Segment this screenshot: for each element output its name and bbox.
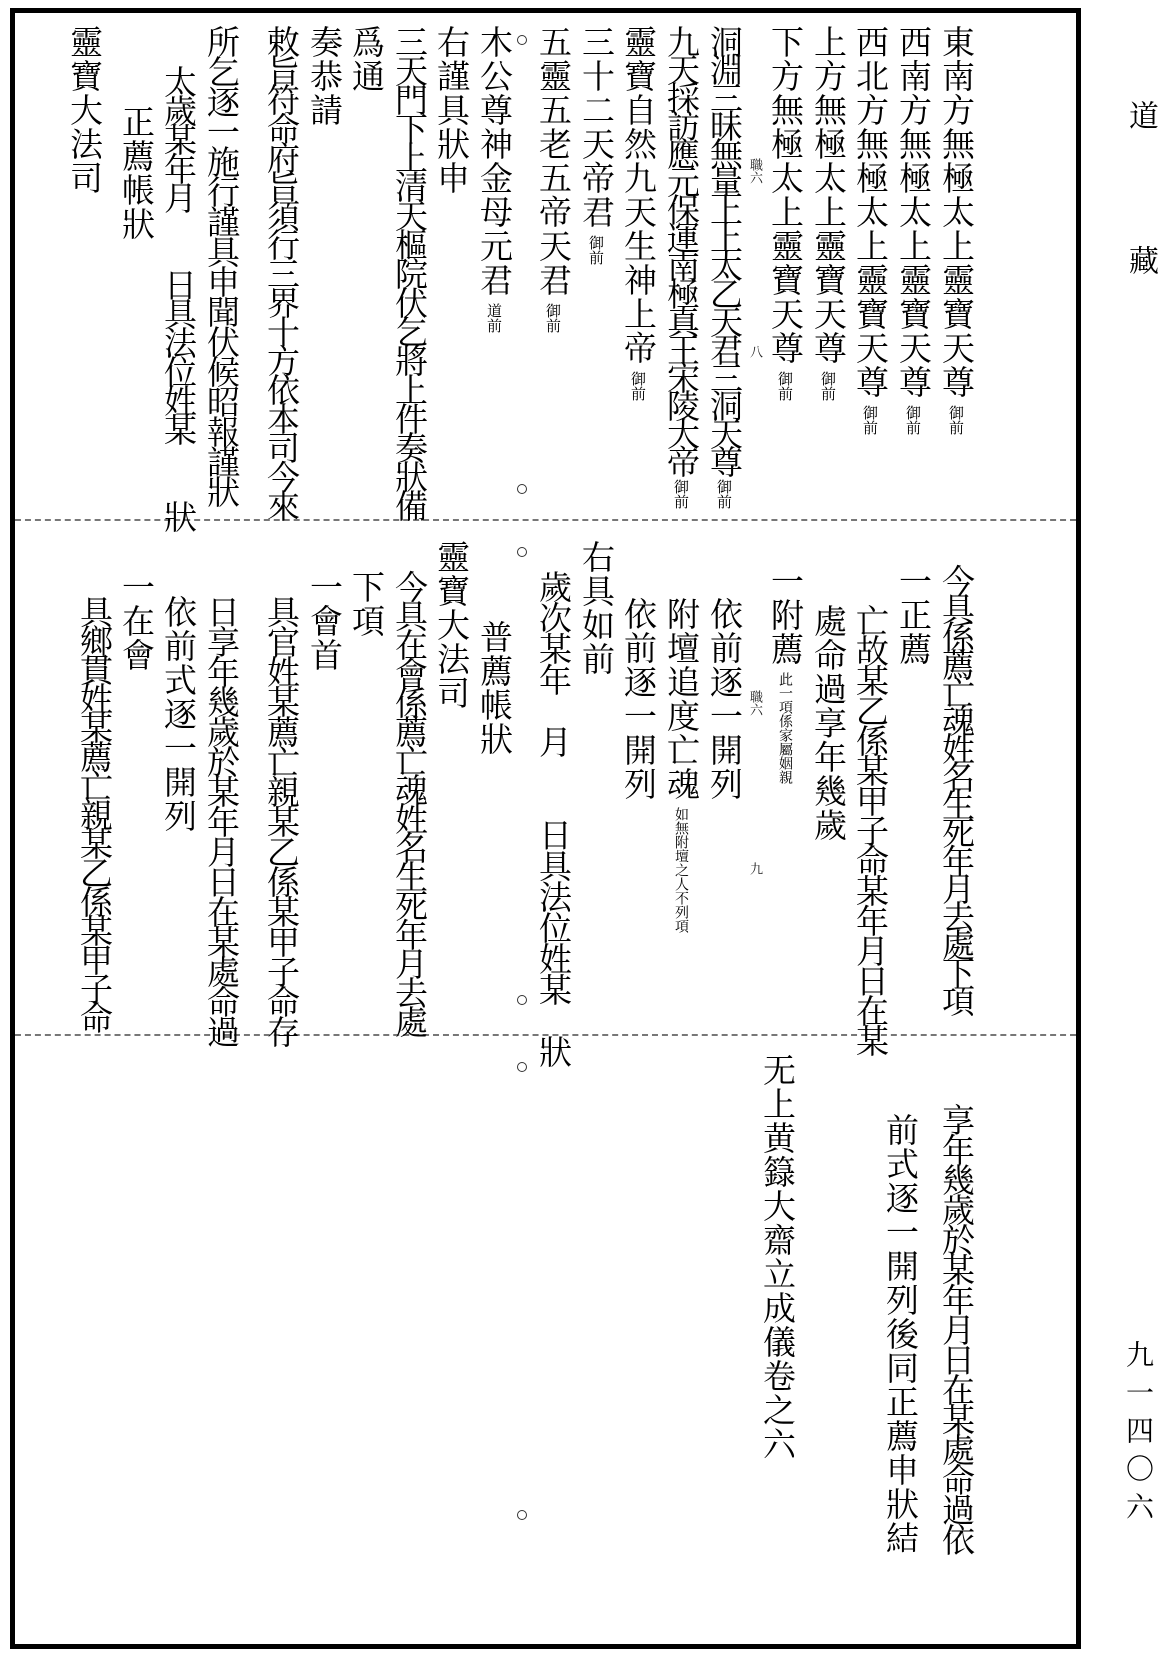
text-column: 上方無極太上靈寶天尊御前 <box>809 25 848 401</box>
text-column: 具鄉貫姓某薦亡親某乙係某甲子命 <box>75 595 114 1030</box>
binding-hole <box>517 547 527 557</box>
page-number: 九一四〇六 <box>1122 1340 1155 1530</box>
text-column: 東南方無極太上靈寶天尊御前 <box>937 25 976 435</box>
text-column: 今具在會係薦亡魂姓名生死年月去處 <box>390 570 429 1034</box>
text-column: 太歲某年月 日具法位姓某 狀 <box>159 65 198 529</box>
text-column: 所乞逐一施行謹具申聞伏候昭報謹狀 <box>202 25 241 505</box>
text-column: 前式逐一開列後同正薦申狀結 <box>881 1113 920 1555</box>
text-column: 歲次某年 月 日具法位姓某 狀 <box>534 570 573 1066</box>
volume-char-2: 藏 <box>1123 245 1158 279</box>
document-title: 无上黄籙大齋立成儀卷之六 <box>758 1053 797 1461</box>
text-column: 依前逐一開列 <box>705 597 744 801</box>
text-column: 正薦帳狀 <box>117 105 156 241</box>
text-column: 具官姓某薦亡親某乙係某甲子命存 <box>262 595 301 1045</box>
binding-hole <box>517 1062 527 1072</box>
text-column: 普薦帳狀 <box>475 620 514 756</box>
binding-hole <box>517 1510 527 1520</box>
text-column: 一附薦此一項係家屬姻親 <box>766 564 805 784</box>
text-column: 靈寶自然九天生神上帝御前 <box>619 25 658 401</box>
text-column: 木公尊神金母元君道前 <box>475 25 514 333</box>
text-column: 敕旨符命府旨須行三界十方依本司今來 <box>262 25 301 518</box>
text-column: 日享年幾歲於某年月日在某處命過 <box>202 595 241 1045</box>
text-column: 下方無極太上靈寶天尊御前 <box>766 25 805 401</box>
folio-number-1: 八 <box>747 345 762 358</box>
text-column: 爲通 <box>347 25 386 93</box>
text-column: 靈寶大法司 <box>432 540 471 710</box>
volume-char-1: 道 <box>1123 100 1158 134</box>
folio-label-2: 職六 <box>747 690 762 716</box>
text-column: 一會首 <box>305 570 344 672</box>
text-column: 依前逐一開列 <box>619 597 658 801</box>
text-column: 西北方無極太上靈寶天尊御前 <box>851 25 890 435</box>
text-column: 亡故某乙係某甲子命某年月日在某 <box>851 604 890 1054</box>
text-column: 處命過享年幾歲 <box>809 604 848 842</box>
text-column: 附壇追度亡魂如無附壇之人不列項 <box>662 597 701 933</box>
text-column: 九天採訪應元保運南極真王宋陵大帝御前 <box>662 25 701 509</box>
text-column: 五靈五老五帝天君御前 <box>534 25 573 333</box>
text-column: 奏恭請 <box>305 25 344 127</box>
binding-hole <box>517 995 527 1005</box>
text-column: 一正薦 <box>894 564 933 666</box>
text-column: 一在會 <box>117 570 156 672</box>
text-column: 右具如前 <box>577 540 616 676</box>
text-column: 下項 <box>347 570 386 638</box>
text-column: 右謹具狀申 <box>432 25 471 195</box>
text-column: 今具係薦亡魂姓名生死年月去處下項 <box>937 564 976 1012</box>
text-column: 靈寶大法司 <box>65 25 104 195</box>
text-column: 洞淵三昧無量上上太乙天君三洞天尊御前 <box>705 25 744 509</box>
text-column: 三天門下上清天樞院伏乞將上件奏狀備 <box>390 25 429 518</box>
text-column: 三十二天帝君御前 <box>577 25 616 265</box>
text-column: 享年幾歲於某年月日在某處命過依 <box>937 1103 976 1553</box>
folio-label-1: 職六 <box>747 158 762 184</box>
text-column: 西南方無極太上靈寶天尊御前 <box>894 25 933 435</box>
text-column: 依前式逐一開列 <box>159 595 198 833</box>
binding-hole <box>517 484 527 494</box>
folio-number-2: 九 <box>747 862 762 875</box>
binding-hole <box>517 35 527 45</box>
